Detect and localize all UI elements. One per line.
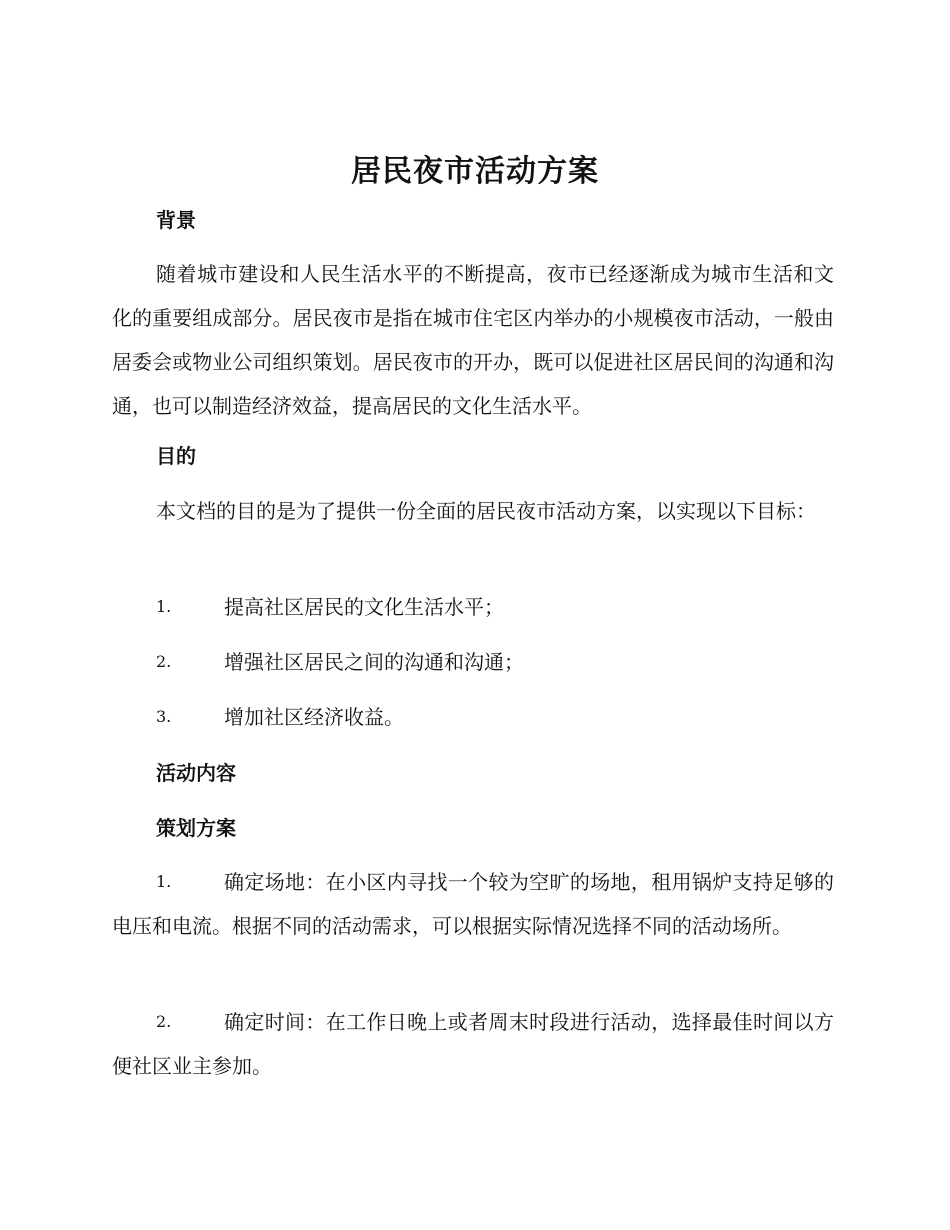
heading-plan: 策划方案 [156, 816, 236, 840]
heading-background: 背景 [156, 208, 196, 232]
paragraph-purpose: 本文档的目的是为了提供一份全面的居民夜市活动方案，以实现以下目标： [156, 499, 816, 523]
list-item-purpose-1 [112, 585, 834, 629]
paragraph-background: 随着城市建设和人民生活水平的不断提高，夜市已经逐渐成为城市生活和文化的重要组成部分。居民夜市是指在城市住宅区内举办的小规模夜市活动，一般由居委会或物业公司组织策划。居民夜市的开办，既可以促进社区居民间的沟通和沟通，也可以制造经济效益，提高居民的文化生活水平。 [112, 262, 834, 418]
heading-activity: 活动内容 [156, 761, 236, 785]
document-title: 居民夜市活动方案 [351, 154, 599, 189]
list-item-purpose-3 [112, 695, 834, 739]
list-number: 2. [156, 652, 172, 671]
list-text: 确定时间：在工作日晚上或者周末时段进行活动，选择最佳时间以方便社区业主参加。 [112, 1010, 834, 1078]
list-text: 增加社区经济收益。 [224, 705, 404, 729]
list-item-plan-1 [112, 860, 834, 948]
heading-purpose: 目的 [156, 444, 196, 468]
list-item-purpose-2 [112, 640, 834, 684]
list-item-plan-2 [112, 1000, 834, 1088]
list-number: 1. [156, 597, 172, 616]
list-text: 提高社区居民的文化生活水平； [224, 595, 504, 619]
list-text: 增强社区居民之间的沟通和沟通； [224, 650, 524, 674]
list-text: 确定场地：在小区内寻找一个较为空旷的场地，租用锅炉支持足够的电压和电流。根据不同的活动需求，可以根据实际情况选择不同的活动场所。 [112, 870, 834, 938]
list-number: 1. [156, 872, 172, 891]
list-number: 3. [156, 707, 172, 726]
list-number: 2. [156, 1012, 172, 1031]
